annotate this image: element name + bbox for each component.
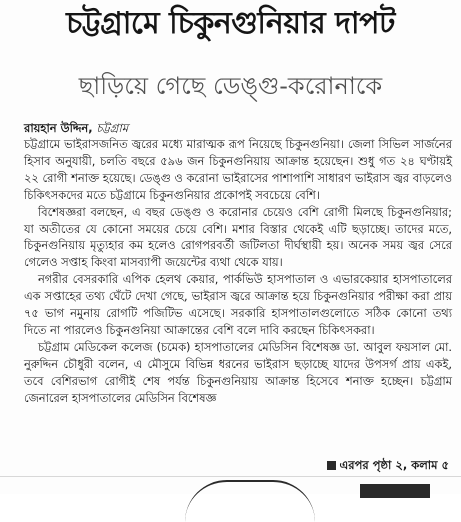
article-paragraph: বিশেষজ্ঞরা বলছেন, এ বছর ডেঙ্গু ও করোনার চেয়েও বেশি রোগী মিলছে চিকুনগুনিয়ার; যা অতীতের যে কোনো সময়ের চেয়ে বেশি। মশার বিস্তার থেকেই এটি ছড়াচ্ছে। তাদের মতে, চিকুনগুনিয়ায় মৃত্যুহার কম হলেও রোগপরবর্তী জটিলতা দীর্ঘস্থায়ী হয়। অনেক সময় জ্বর সেরে গেলেও সপ্তাহ কিংবা মাসব্যাপী জয়েন্টের ব্যথা থেকে যায়। xyxy=(24,204,452,270)
article-paragraph: নগরীর বেসরকারি এপিক হেলথ কেয়ার, পার্কভিউ হাসপাতাল ও এভারকেয়ার হাসপাতালের এক সপ্তাহের তথ্য ঘেঁটে দেখা গেছে, ভাইরাস জ্বরে আক্রান্ত হয়ে চিকুনগুনিয়ার পরীক্ষা করা প্রায় ৭৫ ভাগ নমুনায় রোগটি পজিটিভ এসেছে। সরকারি হাসপাতালগুলোতে সঠিক কোনো তথ্য দিতে না পারলেও চিকুনগুনিয়া আক্রান্তের বেশি বলে দাবি করছেন চিকিৎসকরা। xyxy=(24,272,452,337)
next-headline-fragment-block xyxy=(360,484,430,498)
subheadline: ছাড়িয়ে গেছে ডেঙ্গু-করোনাকে xyxy=(78,72,383,100)
article-paragraph: চট্টগ্রামে ভাইরাসজনিত জ্বরের মধ্যে মারাত্মক রূপ নিয়েছে চিকুনগুনিয়া। জেলা সিভিল সার্জনের হিসাব অনুযায়ী, চলতি বছরে ৫৯৬ জন চিকুনগুনিয়ায় আক্রান্ত হয়েছেন। শুধু গত ২৪ ঘণ্টায়ই ২২ রোগী শনাক্ত হয়েছে। ডেঙ্গু ও করোনা ভাইরাসের পাশাপাশি সাধারণ ভাইরাস জ্বর বাড়লেও চিকিৎসকদের মতে চট্টগ্রামে চিকুনগুনিয়ার প্রকোপই সবচেয়ে বেশি। xyxy=(24,137,452,202)
byline-place: চট্টগ্রাম xyxy=(96,121,129,135)
headline: চট্টগ্রামে চিকুনগুনিয়ার দাপট xyxy=(66,6,395,41)
square-bullet-icon xyxy=(327,461,336,470)
article-paragraph: চট্টগ্রাম মেডিকেল কলেজ (চমেক) হাসপাতালের মেডিসিন বিশেষজ্ঞ ডা. আবুল ফয়সাল মো. নুরুদ্দিন চৌধুরী বলেন, এ মৌসুমে বিভিন্ন ধরনের ভাইরাস ছড়াচ্ছে যাদের উপসর্গ প্রায় একই, তবে বেশিরভাগ রোগীই শেষ পর্যন্ত চিকুনগুনিয়ায় আক্রান্ত হিসেবে শনাক্ত হচ্ছেন। চট্টগ্রাম জেনারেল হাসপাতালের মেডিসিন বিশেষজ্ঞ xyxy=(24,339,452,405)
next-headline-fragment xyxy=(185,480,315,522)
byline xyxy=(24,120,128,136)
continuation-text: এরপর পৃষ্ঠা ২, কলাম ৫ xyxy=(339,458,449,472)
byline-author: রায়হান উদ্দিন, xyxy=(24,121,93,135)
divider xyxy=(0,476,461,477)
continuation-note xyxy=(327,457,450,473)
article-body xyxy=(24,136,452,407)
